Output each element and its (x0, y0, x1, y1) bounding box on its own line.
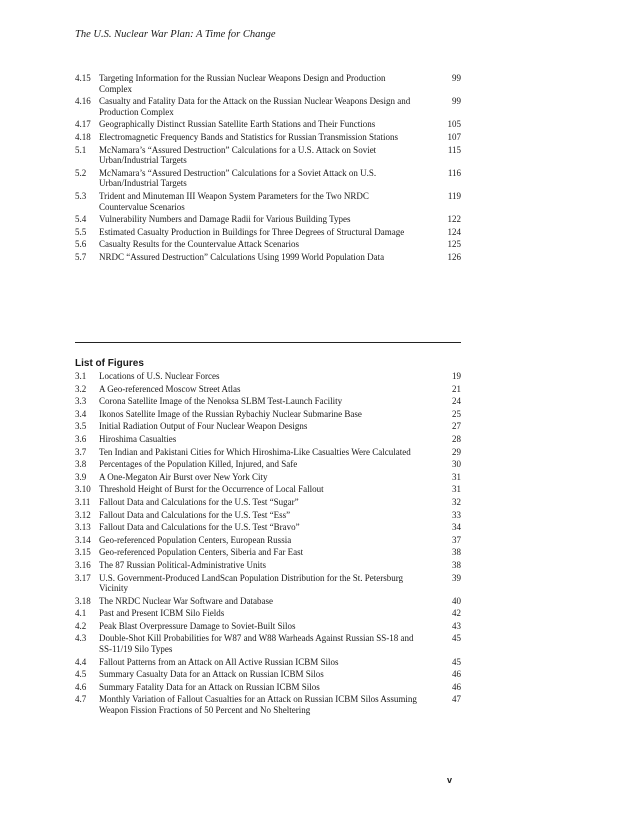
entry-title: Hiroshima Casualties (99, 433, 177, 444)
list-of-figures-heading: List of Figures (75, 358, 144, 369)
entry-title: Threshold Height of Burst for the Occurrence of Local Fallout (99, 484, 324, 495)
entry-number: 3.1 (75, 371, 87, 381)
entry-title: A Geo-referenced Moscow Street Atlas (99, 383, 241, 394)
table-entry (75, 227, 461, 238)
entry-title: Double-Shot Kill Probabilities for W87 and W88 Warheads Against Russian SS-18 and SS-11/19 Silo Types (99, 633, 414, 655)
figure-entry (75, 371, 461, 382)
entry-page-number: 99 (452, 96, 461, 107)
figure-entry (75, 621, 461, 632)
entry-page-number: 40 (452, 595, 461, 606)
entry-page-number: 38 (452, 559, 461, 570)
entry-title: Monthly Variation of Fallout Casualties for an Attack on Russian ICBM Silos Assuming Weapon Fission Fractions of 50 Percent and No Sheltering (99, 694, 417, 716)
entry-title: Initial Radiation Output of Four Nuclear Weapon Designs (99, 421, 308, 432)
entry-number: 3.10 (75, 484, 91, 495)
table-entry (75, 119, 461, 130)
entry-number: 3.14 (75, 534, 91, 545)
entry-page-number: 45 (452, 656, 461, 667)
entry-page-number: 46 (452, 681, 461, 692)
entry-page-number: 39 (452, 572, 461, 583)
entry-title: The NRDC Nuclear War Software and Database (99, 595, 274, 606)
entry-number: 4.5 (75, 669, 87, 680)
entry-number: 3.7 (75, 446, 87, 457)
entry-page-number: 34 (452, 522, 461, 533)
entry-page-number: 25 (452, 408, 461, 419)
entry-page-number: 124 (447, 226, 461, 237)
entry-title: Casualty and Fatality Data for the Attack on the Russian Nuclear Weapons Design and Production Complex (99, 96, 411, 117)
figure-entry (75, 472, 461, 483)
list-of-figures (75, 358, 461, 718)
entry-number: 3.9 (75, 471, 87, 482)
table-entry (75, 239, 461, 250)
entry-page-number: 28 (452, 433, 461, 444)
figure-entry (75, 535, 461, 546)
entry-number: 3.4 (75, 408, 87, 419)
entry-title: Peak Blast Overpressure Damage to Soviet-Built Silos (99, 620, 296, 631)
entry-title: Summary Fatality Data for an Attack on Russian ICBM Silos (99, 681, 320, 692)
entry-title: Vulnerability Numbers and Damage Radii for Various Building Types (99, 214, 351, 225)
figure-entry (75, 409, 461, 420)
figure-entry (75, 522, 461, 533)
figure-entry (75, 484, 461, 495)
entry-number: 4.16 (75, 96, 91, 107)
entry-number: 4.4 (75, 656, 87, 667)
entry-page-number: 19 (452, 371, 461, 381)
figure-entry (75, 657, 461, 668)
entry-page-number: 30 (452, 459, 461, 470)
entry-number: 3.18 (75, 595, 91, 606)
entry-number: 4.1 (75, 608, 87, 619)
figure-entry (75, 421, 461, 432)
entry-number: 5.3 (75, 190, 87, 201)
entry-title: Percentages of the Population Killed, Injured, and Safe (99, 459, 298, 470)
figures-rows (75, 371, 461, 716)
entry-page-number: 47 (452, 694, 461, 705)
entry-number: 4.6 (75, 681, 87, 692)
entry-page-number: 27 (452, 421, 461, 432)
figure-entry (75, 547, 461, 558)
entry-number: 3.2 (75, 383, 87, 394)
entry-number: 4.18 (75, 131, 91, 142)
entry-title: Geo-referenced Population Centers, European Russia (99, 534, 292, 545)
entry-page-number: 42 (452, 608, 461, 619)
entry-title: Ten Indian and Pakistani Cities for Which Hiroshima-Like Casualties Were Calculated (99, 446, 411, 457)
table-entry (75, 214, 461, 225)
figure-entry (75, 682, 461, 693)
entry-title: McNamara’s “Assured Destruction” Calculations for a U.S. Attack on Soviet Urban/Industrial Targets (99, 144, 377, 166)
entry-number: 3.12 (75, 509, 91, 520)
figure-entry (75, 510, 461, 521)
table-entry (75, 191, 461, 212)
entry-number: 4.17 (75, 119, 91, 130)
entry-page-number: 125 (447, 239, 461, 250)
entry-page-number: 32 (452, 496, 461, 507)
entry-number: 3.16 (75, 559, 91, 570)
entry-number: 5.2 (75, 167, 87, 178)
entry-title: Casualty Results for the Countervalue Attack Scenarios (99, 239, 299, 250)
entry-title: A One-Megaton Air Burst over New York City (99, 471, 268, 482)
figure-entry (75, 608, 461, 619)
entry-title: Targeting Information for the Russian Nuclear Weapons Design and Production Complex (99, 73, 386, 94)
entry-page-number: 107 (447, 131, 461, 142)
entry-number: 4.3 (75, 633, 87, 644)
entry-page-number: 46 (452, 669, 461, 680)
entry-number: 5.7 (75, 251, 87, 262)
entry-title: Corona Satellite Image of the Nenoksa SLBM Test-Launch Facility (99, 396, 343, 407)
entry-title: Fallout Data and Calculations for the U.S. Test “Ess” (99, 509, 291, 520)
entry-title: The 87 Russian Political-Administrative Units (99, 559, 266, 570)
entry-page-number: 31 (452, 484, 461, 495)
entry-title: Past and Present ICBM Silo Fields (99, 608, 225, 619)
entry-title: Geo-referenced Population Centers, Siberia and Far East (99, 547, 304, 558)
entry-number: 5.1 (75, 144, 87, 155)
figure-entry (75, 497, 461, 508)
entry-page-number: 116 (447, 167, 461, 178)
entry-number: 5.6 (75, 239, 87, 250)
table-entry (75, 132, 461, 143)
entry-title: Estimated Casualty Production in Buildings for Three Degrees of Structural Damage (99, 226, 405, 237)
entry-page-number: 31 (452, 471, 461, 482)
section-divider (75, 342, 461, 343)
running-head: The U.S. Nuclear War Plan: A Time for Change (75, 29, 276, 40)
entry-number: 5.4 (75, 214, 87, 225)
figure-entry (75, 447, 461, 458)
entry-page-number: 33 (452, 509, 461, 520)
entry-page-number: 21 (452, 383, 461, 394)
table-entry (75, 252, 461, 263)
entry-title: Geographically Distinct Russian Satellite Earth Stations and Their Functions (99, 119, 376, 130)
entry-page-number: 43 (452, 620, 461, 631)
entry-number: 3.13 (75, 522, 91, 533)
figure-entry (75, 384, 461, 395)
entry-title: McNamara’s “Assured Destruction” Calculations for a Soviet Attack on U.S. Urban/Industrial Targets (99, 167, 377, 189)
entry-page-number: 105 (447, 119, 461, 130)
entry-number: 3.3 (75, 396, 87, 407)
entry-page-number: 99 (452, 73, 461, 83)
entry-title: Fallout Patterns from an Attack on All Active Russian ICBM Silos (99, 656, 339, 667)
entry-number: 3.5 (75, 421, 87, 432)
figure-entry (75, 434, 461, 445)
figure-entry (75, 596, 461, 607)
figure-entry (75, 669, 461, 680)
entry-number: 4.15 (75, 73, 91, 83)
entry-number: 3.8 (75, 459, 87, 470)
entry-number: 5.5 (75, 226, 87, 237)
figure-entry (75, 459, 461, 470)
entry-page-number: 119 (447, 190, 461, 201)
page-number: v (447, 775, 453, 785)
entry-title: Electromagnetic Frequency Bands and Statistics for Russian Transmission Stations (99, 131, 398, 142)
figure-entry (75, 573, 461, 594)
table-entry (75, 96, 461, 117)
entry-page-number: 38 (452, 547, 461, 558)
entry-title: Fallout Data and Calculations for the U.S. Test “Sugar” (99, 496, 299, 507)
list-of-tables-continued (75, 73, 461, 265)
entry-number: 3.15 (75, 547, 91, 558)
entry-page-number: 126 (447, 251, 461, 262)
table-entry (75, 73, 461, 94)
entry-page-number: 122 (447, 214, 461, 225)
figure-entry (75, 396, 461, 407)
figure-entry (75, 694, 461, 715)
entry-title: NRDC “Assured Destruction” Calculations Using 1999 World Population Data (99, 251, 385, 262)
entry-title: Ikonos Satellite Image of the Russian Rybachiy Nuclear Submarine Base (99, 408, 362, 419)
entry-page-number: 115 (447, 144, 461, 155)
entry-page-number: 24 (452, 396, 461, 407)
entry-title: Locations of U.S. Nuclear Forces (99, 371, 220, 381)
entry-title: U.S. Government-Produced LandScan Population Distribution for the St. Petersburg Vicinity (99, 572, 404, 594)
figure-entry (75, 633, 461, 654)
entry-number: 3.17 (75, 572, 91, 583)
entry-title: Fallout Data and Calculations for the U.S. Test “Bravo” (99, 522, 300, 533)
entry-number: 3.6 (75, 433, 87, 444)
table-entry (75, 145, 461, 166)
entry-title: Summary Casualty Data for an Attack on Russian ICBM Silos (99, 669, 324, 680)
entry-title: Trident and Minuteman III Weapon System Parameters for the Two NRDC Countervalue Scenarios (99, 190, 369, 212)
entry-number: 4.7 (75, 694, 87, 705)
entry-number: 3.11 (75, 496, 91, 507)
entry-page-number: 29 (452, 446, 461, 457)
entry-number: 4.2 (75, 620, 87, 631)
figure-entry (75, 560, 461, 571)
table-entry (75, 168, 461, 189)
entry-page-number: 37 (452, 534, 461, 545)
entry-page-number: 45 (452, 633, 461, 644)
